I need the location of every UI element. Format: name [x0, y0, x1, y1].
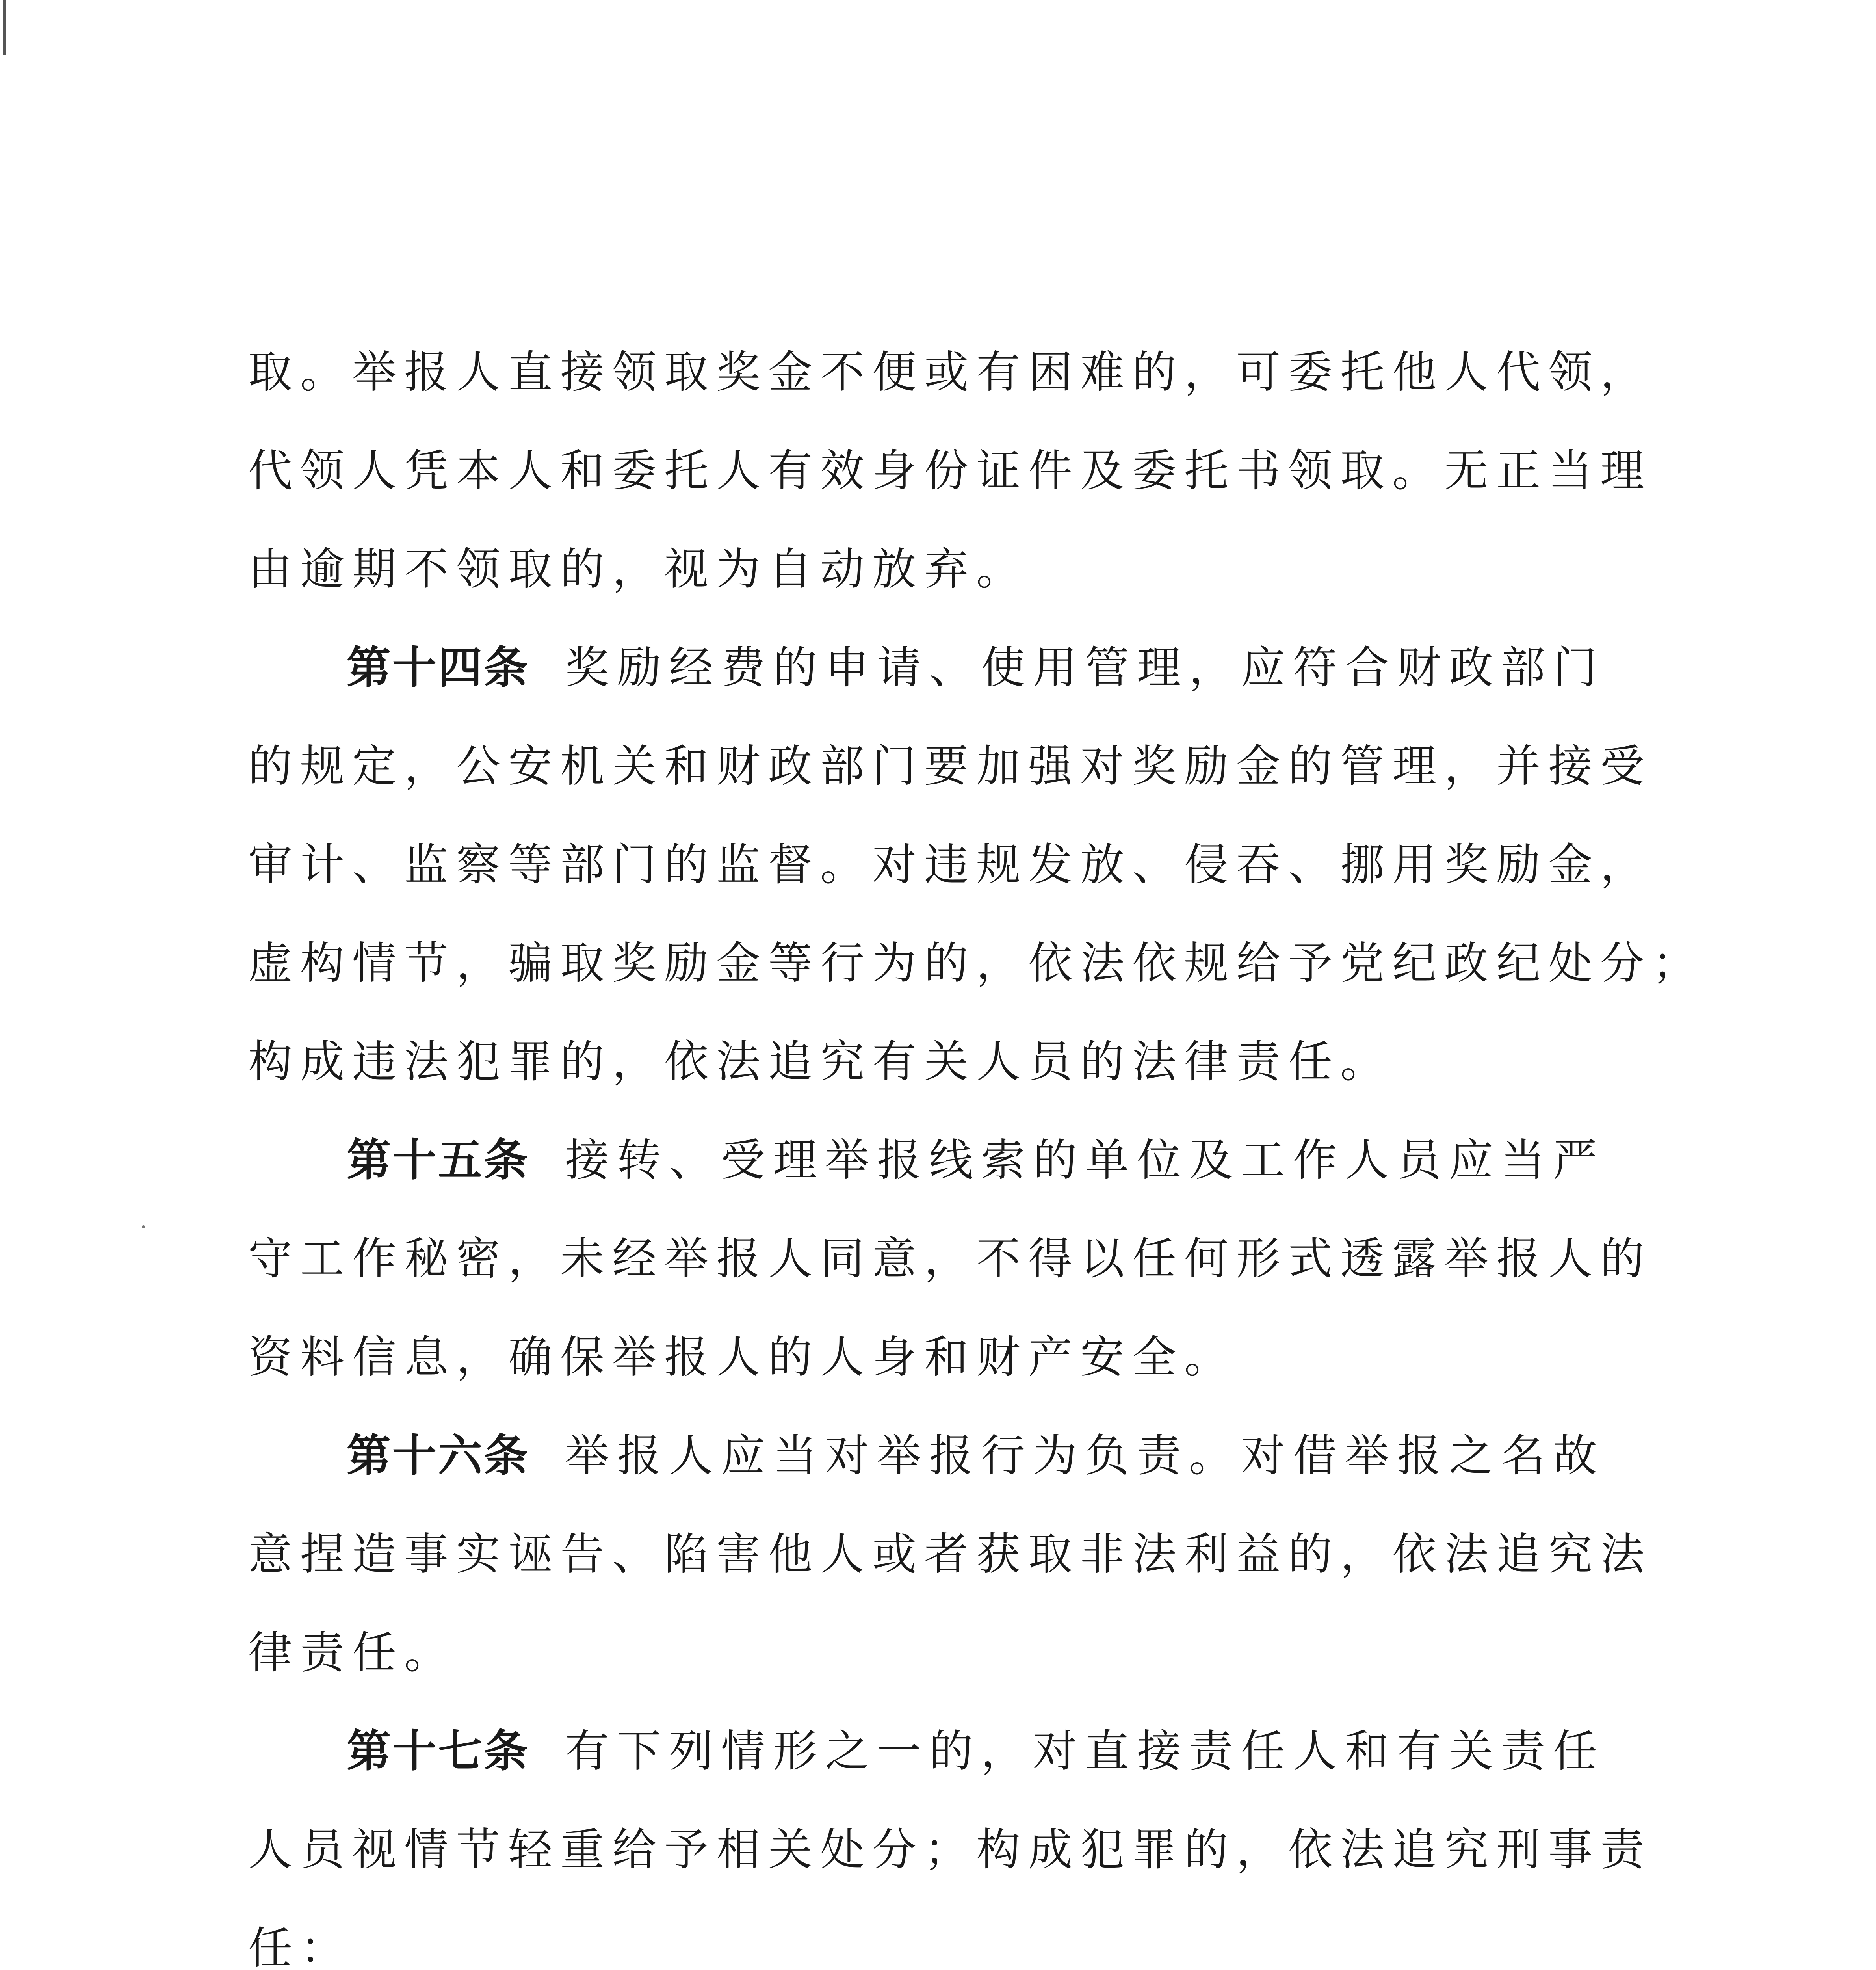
article-title: 第十六条 [347, 1430, 529, 1481]
article-15 [248, 1111, 1627, 1210]
text-line: 的规定，公安机关和财政部门要加强对奖励金的管理，并接受 [248, 741, 1652, 792]
article-title: 第十七条 [347, 1726, 529, 1777]
scan-edge-mark [3, 0, 6, 55]
text-line: 取。举报人直接领取奖金不便或有困难的，可委托他人代领， [248, 347, 1652, 398]
text-line: 意捏造事实诬告、陷害他人或者获取非法利益的，依法追究法 [248, 1529, 1652, 1580]
article-16 [248, 1407, 1627, 1505]
article-text: 有下列情形之一的，对直接责任人和有关责任 [565, 1726, 1605, 1777]
text-line: 代领人凭本人和委托人有效身份证件及委托书领取。无正当理 [248, 445, 1652, 496]
scan-speck [142, 1225, 145, 1228]
article-text: 奖励经费的申请、使用管理，应符合财政部门 [565, 642, 1605, 693]
article-17 [248, 1702, 1627, 1801]
text-line: 审计、监察等部门的监督。对违规发放、侵吞、挪用奖励金， [248, 839, 1652, 890]
article-text: 举报人应当对举报行为负责。对借举报之名故 [565, 1430, 1605, 1481]
body-text [248, 323, 1704, 1970]
article-text: 接转、受理举报线索的单位及工作人员应当严 [565, 1135, 1605, 1186]
text-line: 构成违法犯罪的，依法追究有关人员的法律责任。 [248, 1036, 1392, 1087]
text-line: 人员视情节轻重给予相关处分；构成犯罪的，依法追究刑事责 [248, 1824, 1652, 1875]
text-line: 守工作秘密，未经举报人同意，不得以任何形式透露举报人的 [248, 1233, 1652, 1284]
text-line: 由逾期不领取的，视为自动放弃。 [248, 544, 1028, 595]
text-line: 虚构情节，骗取奖励金等行为的，依法依规给予党纪政纪处分； [248, 938, 1704, 989]
article-14 [248, 619, 1627, 717]
article-title: 第十五条 [347, 1135, 529, 1186]
article-title: 第十四条 [347, 642, 529, 693]
text-line: 资料信息，确保举报人的人身和财产安全。 [248, 1332, 1236, 1383]
text-line: 任： [248, 1923, 352, 1970]
text-line: 律责任。 [248, 1627, 456, 1678]
